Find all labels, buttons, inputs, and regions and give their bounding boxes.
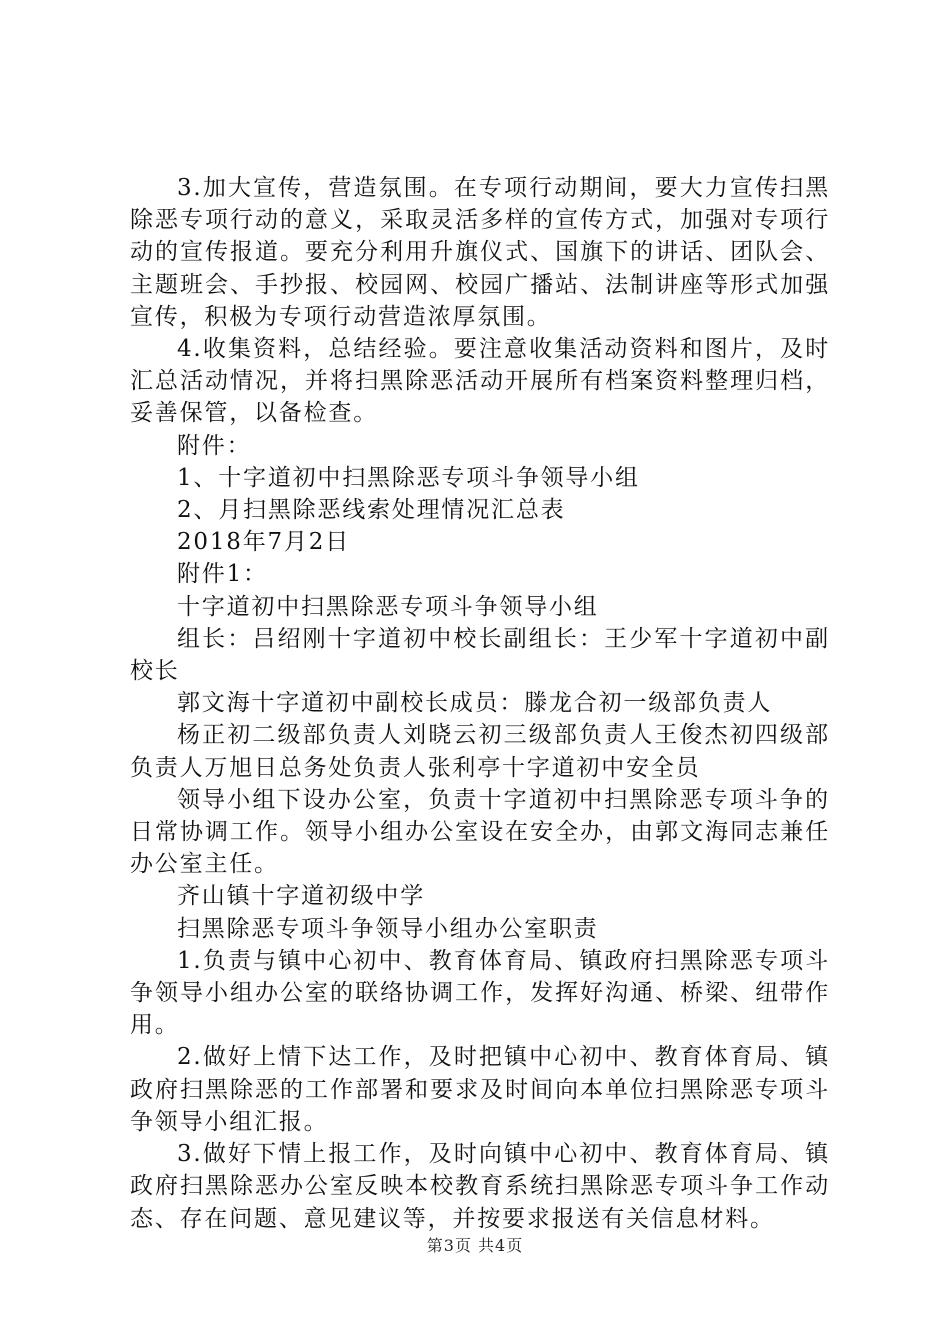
page-number-footer: 第3页 共4页 <box>426 1236 524 1255</box>
document-body <box>130 172 830 1235</box>
document-date: 2018年7月2日 <box>177 529 350 556</box>
group-members-line-1: 郭文海十字道初中副校长成员：滕龙合初一级部负责人 <box>177 690 773 717</box>
paragraph-collect-materials: 4.收集资料，总结经验。要注意收集活动资料和图片，及时汇总活动情况，并将扫黑除恶活动开展所有档案资料整理归档，妥善保管，以备检查。 <box>130 336 830 427</box>
duty-item-1: 1.负责与镇中心初中、教育体育局、镇政府扫黑除恶专项斗争领导小组办公室的联络协调工作，发挥好沟通、桥梁、纽带作用。 <box>130 947 830 1039</box>
office-description: 领导小组下设办公室，负责十字道初中扫黑除恶专项斗争的日常协调工作。领导小组办公室设在安全办，由郭文海同志兼任办公室主任。 <box>130 786 830 878</box>
school-name: 齐山镇十字道初级中学 <box>177 883 425 910</box>
duty-item-3: 3.做好下情上报工作，及时向镇中心初中、教育体育局、镇政府扫黑除恶办公室反映本校教育系统扫黑除恶专项斗争工作动态、存在问题、意见建议等，并按要求报送有关信息材料。 <box>130 1141 830 1232</box>
group-members-line-2: 杨正初二级部负责人刘晓云初三级部负责人王俊杰初四级部负责人万旭日总务处负责人张利亭十字道初中安全员 <box>130 722 830 781</box>
paragraph-publicity: 3.加大宣传，营造氛围。在专项行动期间，要大力宣传扫黑除恶专项行动的意义，采取灵活多样的宣传方式，加强对专项行动的宣传报道。要充分利用升旗仪式、国旗下的讲话、团队会、主题班会、手抄报、校园网、校园广播站、法制讲座等形式加强宣传，积极为专项行动营造浓厚氛围。 <box>130 175 830 330</box>
attachment-1-heading: 附件1： <box>177 561 268 588</box>
attachment-item-1: 1、十字道初中扫黑除恶专项斗争领导小组 <box>177 464 640 491</box>
office-duties-title: 扫黑除恶专项斗争领导小组办公室职责 <box>177 915 599 942</box>
group-title: 十字道初中扫黑除恶专项斗争领导小组 <box>177 593 599 620</box>
attachment-item-2: 2、月扫黑除恶线索处理情况汇总表 <box>177 497 566 524</box>
duty-item-2: 2.做好上情下达工作，及时把镇中心初中、教育体育局、镇政府扫黑除恶的工作部署和要求及时间向本单位扫黑除恶专项斗争领导小组汇报。 <box>130 1044 830 1135</box>
attachments-heading: 附件： <box>177 432 252 459</box>
group-leaders: 组长：吕绍刚十字道初中校长副组长：王少军十字道初中副校长 <box>130 625 830 685</box>
